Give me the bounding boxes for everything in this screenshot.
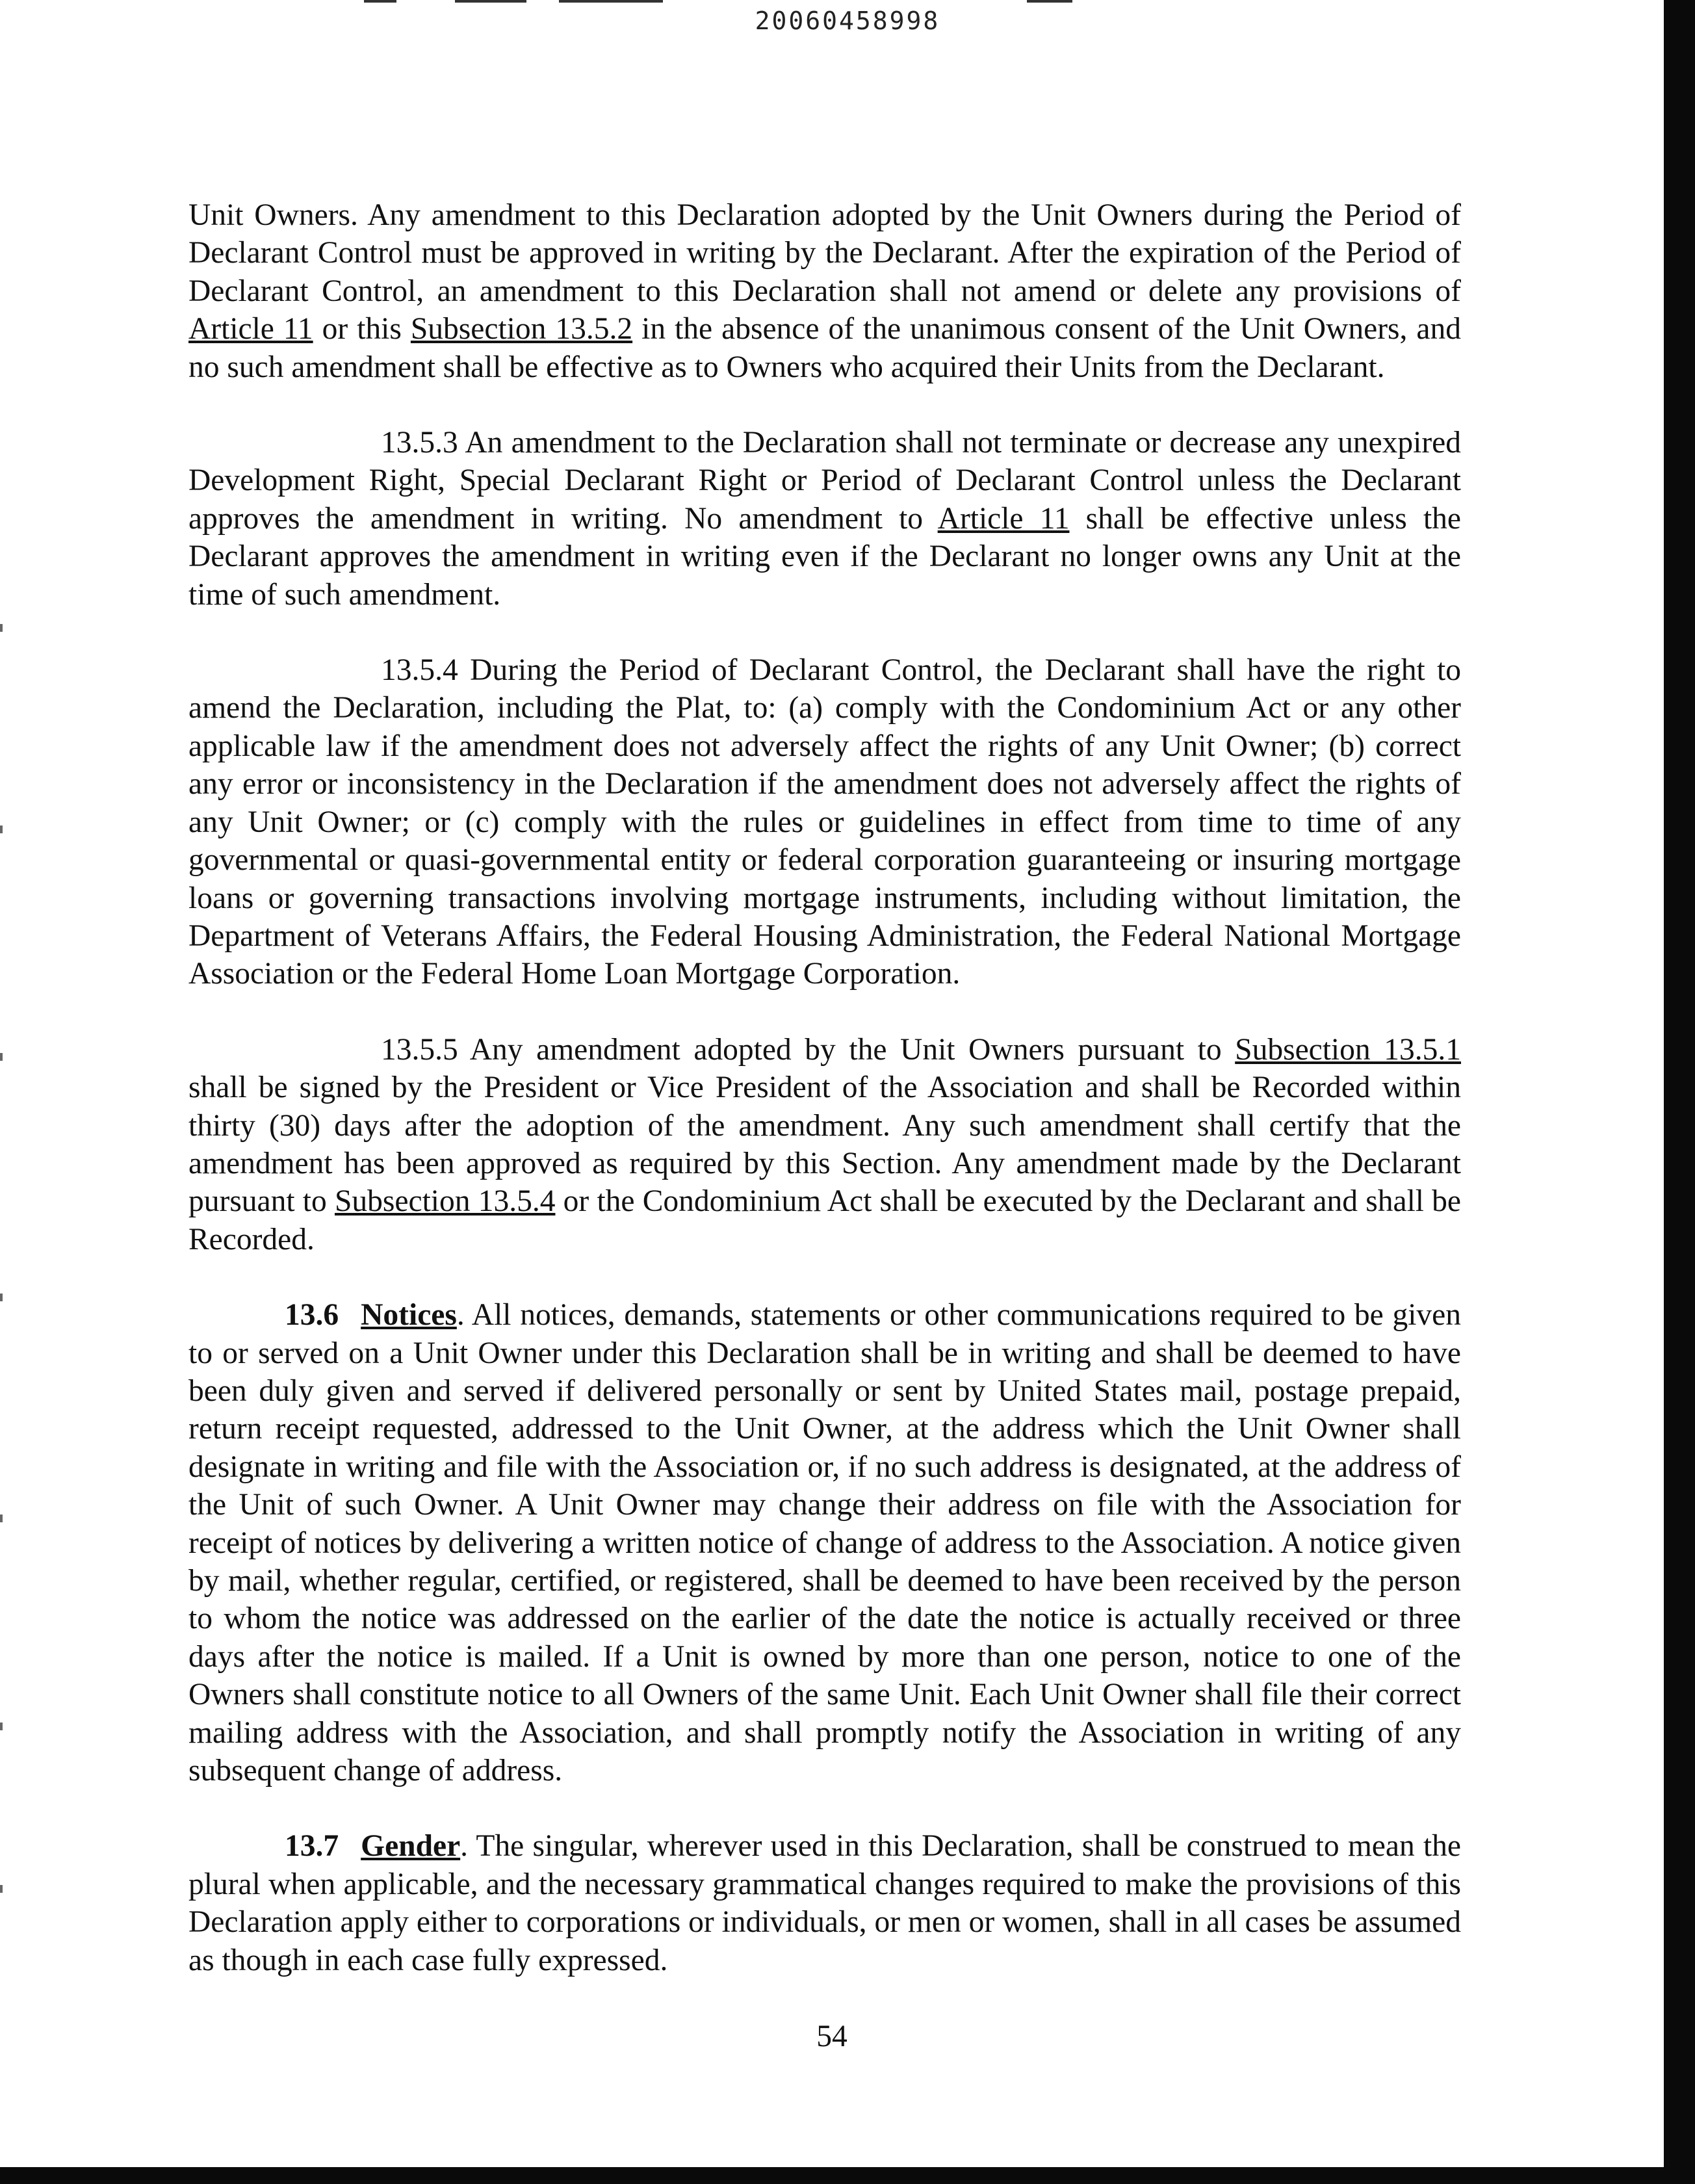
subsection-13-5-5: [188, 1031, 1461, 1258]
scan-artifact: [0, 1053, 3, 1061]
section-title: Gender: [361, 1829, 461, 1864]
paragraph-text: . All notices, demands, statements or other communications required to be given to or served on a Unit Owner under this Declaration shall be in writing and shall be deemed to have been duly given and served if delivered personally or sent by United States mail, postage prepaid, return receipt requested, addressed to the Unit Owner, at the address which the Unit Owner shall designate in writing and file with the Association or, if no such address is designated, at the address of the Unit of such Owner. A Unit Owner may change their address on file with the Association for receipt of notices by delivering a written notice of change of address to the Association. A notice given by mail, whether regular, certified, or registered, shall be deemed to have been received by the person to whom the notice was addressed on the earlier of the date the notice is actually received or three days after the notice is mailed. If a Unit is owned by more than one person, notice to one of the Owners shall constitute notice to all Owners of the same Unit. Each Unit Owner shall file their correct mailing address with the Association, and shall promptly notify the Association in writing of any subsequent change of address.: [188, 1298, 1461, 1788]
scan-artifact: [364, 0, 396, 3]
section-title: Notices: [361, 1298, 457, 1332]
page-number: 54: [816, 2020, 848, 2053]
subsection-13-5-3: [188, 424, 1461, 614]
scan-artifact: [0, 1885, 3, 1893]
subsection-13-5-1-reference: Subsection 13.5.1: [1235, 1032, 1461, 1067]
scan-artifact: [559, 0, 663, 3]
paragraph-text: shall be effective unless the Declarant approves the amendment in writing even if the Declarant no longer owns any Unit at the time of such amendment.: [188, 501, 1461, 612]
paragraph-text: 13.5.5 Any amendment adopted by the Unit Owners pursuant to: [381, 1032, 1236, 1067]
section-13-6-notices: [188, 1296, 1461, 1789]
section-number: 13.7: [285, 1829, 339, 1864]
document-body: [188, 196, 1461, 1979]
scan-artifact: [1027, 0, 1072, 3]
scan-border-bottom: [0, 2167, 1695, 2184]
scan-artifact: [0, 1294, 3, 1301]
paragraph-text: or the Condominium Act shall be executed by the Declarant and shall be Recorded.: [188, 1184, 1462, 1256]
paragraph-text: in the absence of the unanimous consent of the Unit Owners, and no such amendment shall be effective as to Owners who acquired their Units from the Declarant.: [188, 312, 1461, 384]
scan-artifact: [0, 826, 3, 833]
paragraph-text: shall be signed by the President or Vice President of the Association and shall be Recorded within thirty (30) days after the adoption of the amendment. Any such amendment shall certify that the amendment has been approved as required by this Section. Any amendment made by the Declarant pursuant to: [188, 1071, 1461, 1219]
document-number: 20060458998: [755, 6, 940, 35]
scan-artifact: [0, 1514, 3, 1522]
paragraph-text: Unit Owners. Any amendment to this Declaration adopted by the Unit Owners during the Period of Declarant Control must be approved in writing by the Declarant. After the expiration of the Period of Declarant Control, an amendment to this Declaration shall not amend or delete any provisions of: [188, 198, 1461, 308]
scan-artifact: [0, 624, 3, 632]
scan-artifact: [455, 0, 526, 3]
section-number: 13.6: [285, 1298, 339, 1332]
scan-border-right: [1664, 0, 1695, 2184]
scan-artifact: [0, 1722, 3, 1730]
subsection-13-5-2-reference: Subsection 13.5.2: [410, 312, 633, 346]
article-11-reference: Article 11: [937, 501, 1070, 536]
paragraph-unit-owners-continued: [188, 196, 1461, 386]
article-11-reference: Article 11: [188, 312, 313, 346]
section-13-7-gender: [188, 1827, 1461, 1979]
subsection-13-5-4: 13.5.4 During the Period of Declarant Control, the Declarant shall have the right to amend the Declaration, including the Plat, to: (a) comply with the Condominium Act or any other applicable law if the amendment does not adversely affect the rights of any Unit Owner; (b) correct any error or inconsistency in the Declaration if the amendment does not adversely affect the rights of any Unit Owner; or (c) comply with the rules or guidelines in effect from time to time of any governmental or quasi-governmental entity or federal corporation guaranteeing or insuring mortgage loans or governing transactions involving mortgage instruments, including without limitation, the Department of Veterans Affairs, the Federal Housing Administration, the Federal National Mortgage Association or the Federal Home Loan Mortgage Corporation.: [188, 653, 1461, 991]
paragraph-text: or this: [313, 312, 411, 346]
subsection-13-5-4-reference: Subsection 13.5.4: [335, 1184, 556, 1219]
paragraph-text: 13.5.3 An amendment to the Declaration shall not terminate or decrease any unexpired Development Right, Special Declarant Right or Period of Declarant Control unless the Declarant approves the amendment in writing. No amendment to: [188, 426, 1461, 536]
paragraph-text: . The singular, wherever used in this Declaration, shall be construed to mean the plural when applicable, and the necessary grammatical changes required to make the provisions of this Declaration apply either to corporations or individuals, or men or women, shall in all cases be assumed as though in each case fully expressed.: [188, 1829, 1461, 1977]
